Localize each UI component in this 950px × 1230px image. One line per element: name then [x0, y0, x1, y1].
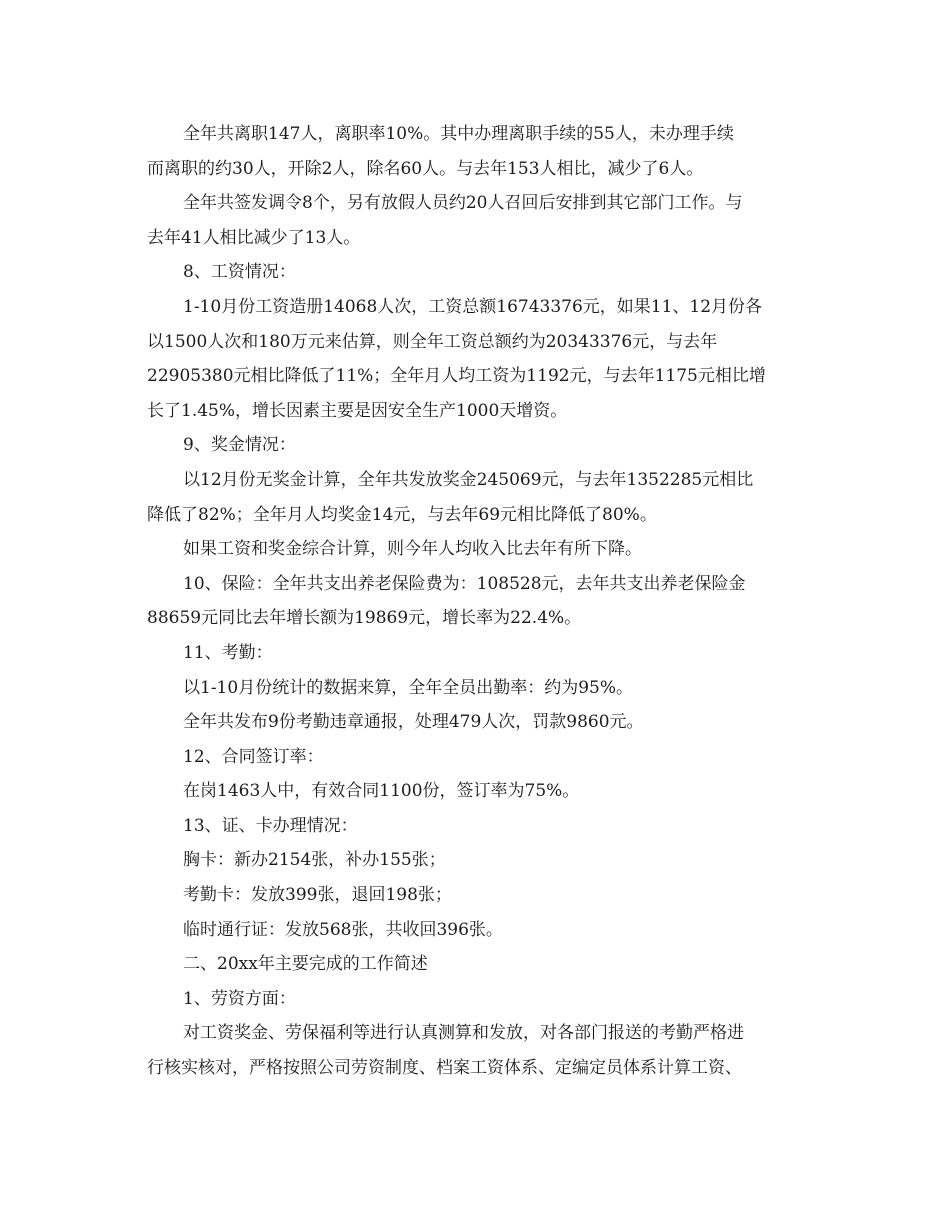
paragraph-line: 长了1.45%，增长因素主要是因安全生产1000天增资。 — [147, 400, 568, 421]
paragraph-line: 去年41人相比减少了13人。 — [147, 227, 361, 248]
paragraph-line: 22905380元相比降低了11%；全年月人均工资为1192元，与去年1175元相比增 — [147, 366, 766, 387]
paragraph-line: 降低了82%；全年月人均奖金14元，与去年69元相比降低了80%。 — [147, 504, 657, 525]
paragraph-line: 对工资奖金、劳保福利等进行认真测算和发放，对各部门报送的考勤严格进 — [183, 1023, 744, 1044]
paragraph-line: 全年共离职147人，离职率10%。其中办理离职手续的55人，未办理手续 — [183, 124, 734, 144]
paragraph-line: 行核实核对，严格按照公司劳资制度、档案工资体系、定编定员体系计算工资、 — [147, 1058, 742, 1079]
paragraph-line: 考勤卡：发放399张，退回198张； — [183, 885, 452, 906]
section-heading: 1、劳资方面： — [183, 988, 296, 1009]
paragraph-line: 以1-10月份统计的数据来算，全年全员出勤率：约为95%。 — [183, 677, 633, 698]
paragraph-line: 88659元同比去年增长额为19869元，增长率为22.4%。 — [147, 608, 582, 629]
section-heading: 13、证、卡办理情况： — [183, 815, 358, 836]
paragraph-line: 1-10月份工资造册14068人次，工资总额16743376元，如果11、12月份各 — [183, 296, 763, 317]
paragraph-line: 如果工资和奖金综合计算，则今年人均收入比去年有所下降。 — [183, 539, 642, 560]
paragraph-line: 全年共发布9份考勤违章通报，处理479人次，罚款9860元。 — [183, 712, 644, 733]
paragraph-line: 10、保险：全年共支出养老保险费为：108528元，去年共支出养老保险金 — [183, 573, 746, 594]
paragraph-line: 全年共签发调令8个，另有放假人员约20人召回后安排到其它部门工作。与 — [183, 193, 743, 214]
section-heading: 9、奖金情况： — [183, 435, 296, 456]
paragraph-line: 临时通行证：发放568张，共收回396张。 — [183, 919, 503, 940]
section-heading: 12、合同签订率： — [183, 746, 324, 767]
paragraph-line: 在岗1463人中，有效合同1100份，签订率为75%。 — [183, 781, 580, 802]
document-body — [147, 117, 807, 1086]
chapter-heading: 二、20xx年主要完成的工作简述 — [183, 954, 428, 975]
paragraph-line: 胸卡：新办2154张，补办155张； — [183, 850, 446, 871]
section-heading: 11、考勤： — [183, 642, 273, 663]
paragraph-line: 以1500人次和180万元来估算，则全年工资总额约为20343376元，与去年 — [147, 331, 718, 352]
paragraph-line: 而离职的约30人，开除2人，除名60人。与去年153人相比，减少了6人。 — [147, 158, 704, 179]
section-heading: 8、工资情况： — [183, 262, 296, 283]
paragraph-line: 以12月份无奖金计算，全年共发放奖金245069元，与去年1352285元相比 — [183, 469, 754, 490]
